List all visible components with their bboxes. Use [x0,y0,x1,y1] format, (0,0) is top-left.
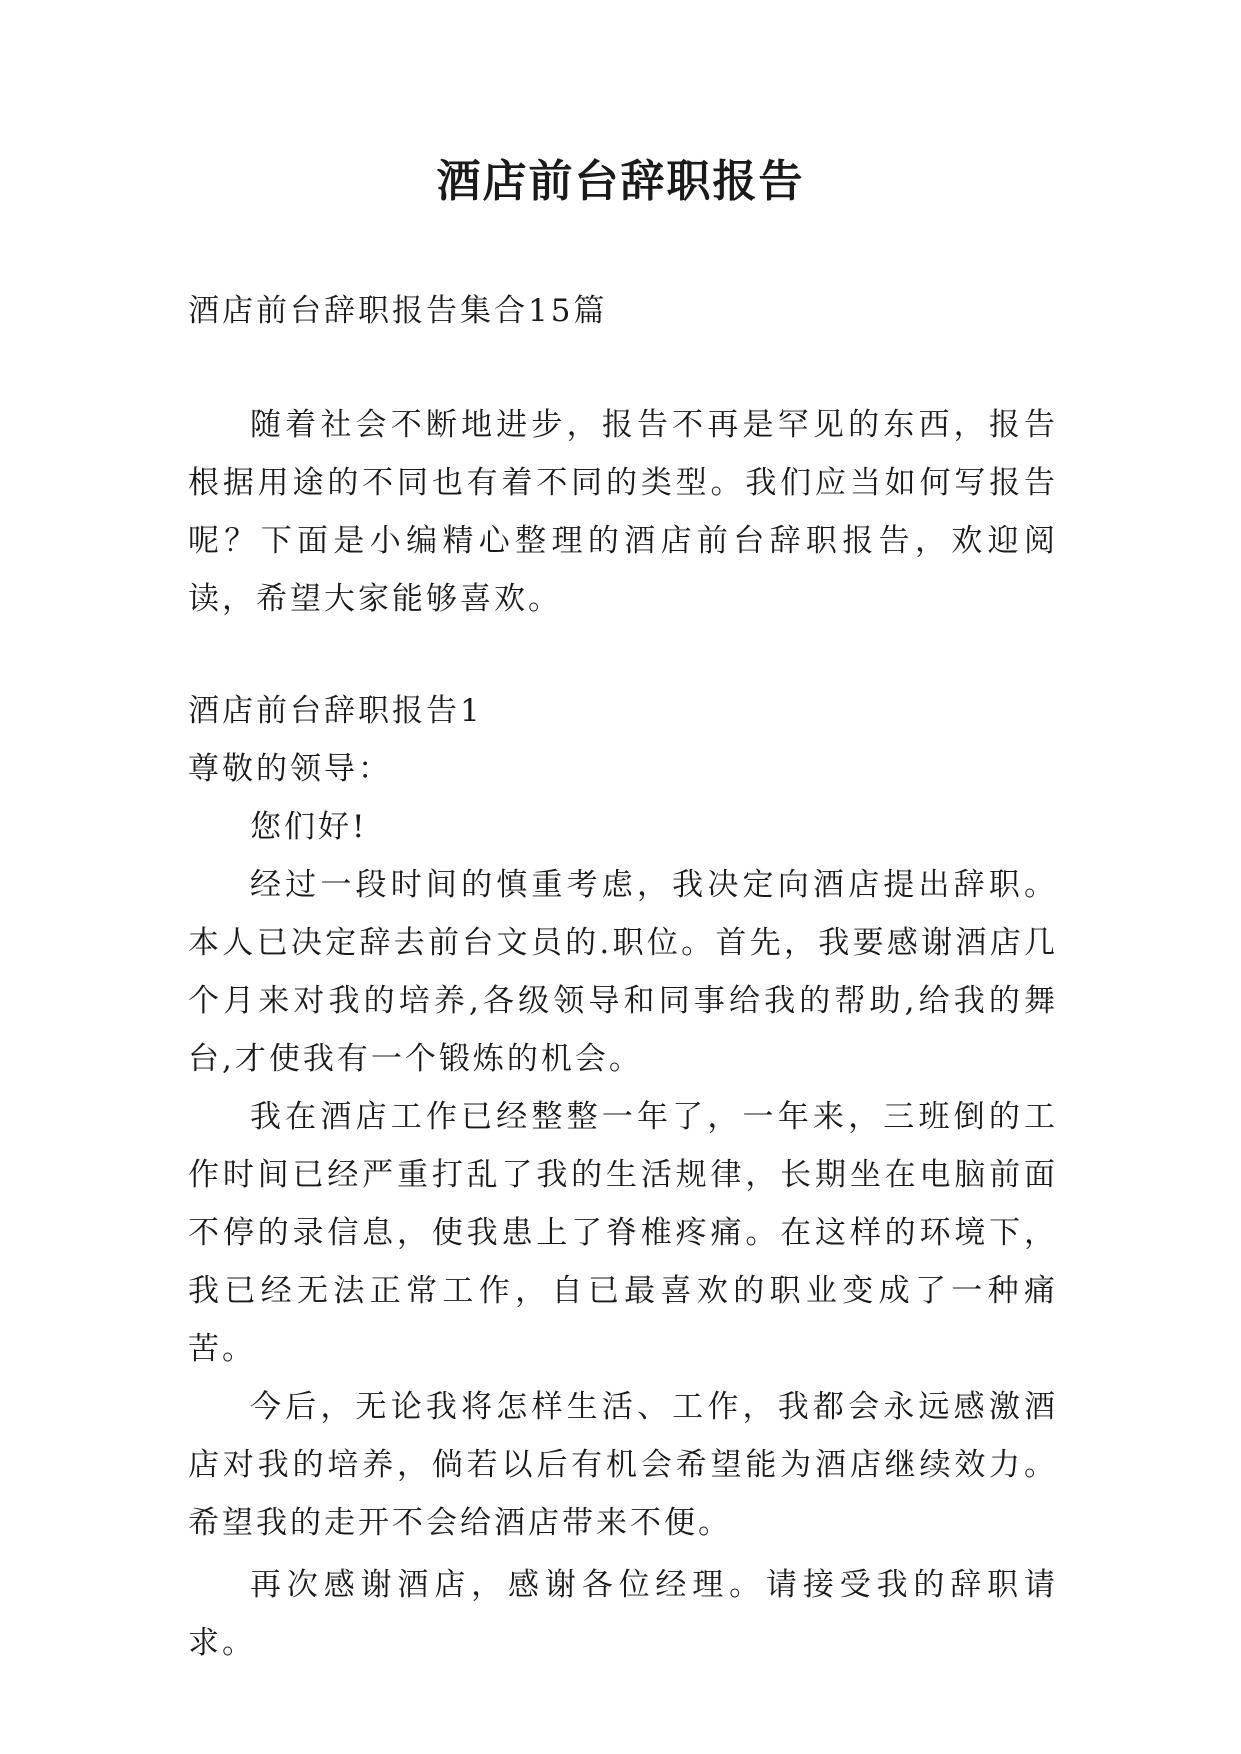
section-heading: 酒店前台辞职报告1 [188,693,483,729]
body-paragraph: 我在酒店工作已经整整一年了，一年来，三班倒的工作时间已经严重打乱了我的生活规律，长期坐在电脑前面不停的录信息，使我患上了脊椎疼痛。在这样的环境下，我已经无法正常工作，自已最喜欢的职业变成了一种痛苦。 [188,1099,1058,1367]
document-subtitle: 酒店前台辞职报告集合15篇 [188,293,608,329]
document-title: 酒店前台辞职报告 [436,156,805,207]
closing-paragraph: 再次感谢酒店，感谢各位经理。请接受我的辞职请求。 [188,1567,1058,1661]
document-body [188,282,1058,1672]
intro-paragraph: 随着社会不断地进步，报告不再是罕见的东西，报告根据用途的不同也有着不同的类型。我们应当如何写报告呢？下面是小编精心整理的酒店前台辞职报告，欢迎阅读，希望大家能够喜欢。 [188,407,1058,617]
greeting: 您们好! [250,809,368,845]
body-paragraph: 今后，无论我将怎样生活、工作，我都会永远感激酒店对我的培养，倘若以后有机会希望能为酒店继续效力。希望我的走开不会给酒店带来不便。 [188,1389,1058,1541]
body-paragraph: 经过一段时间的慎重考虑，我决定向酒店提出辞职。本人已决定辞去前台文员的.职位。首先，我要感谢酒店几个月来对我的培养,各级领导和同事给我的帮助,给我的舞台,才使我有一个锻炼的机会。 [188,867,1058,1077]
salutation: 尊敬的领导： [188,751,392,787]
